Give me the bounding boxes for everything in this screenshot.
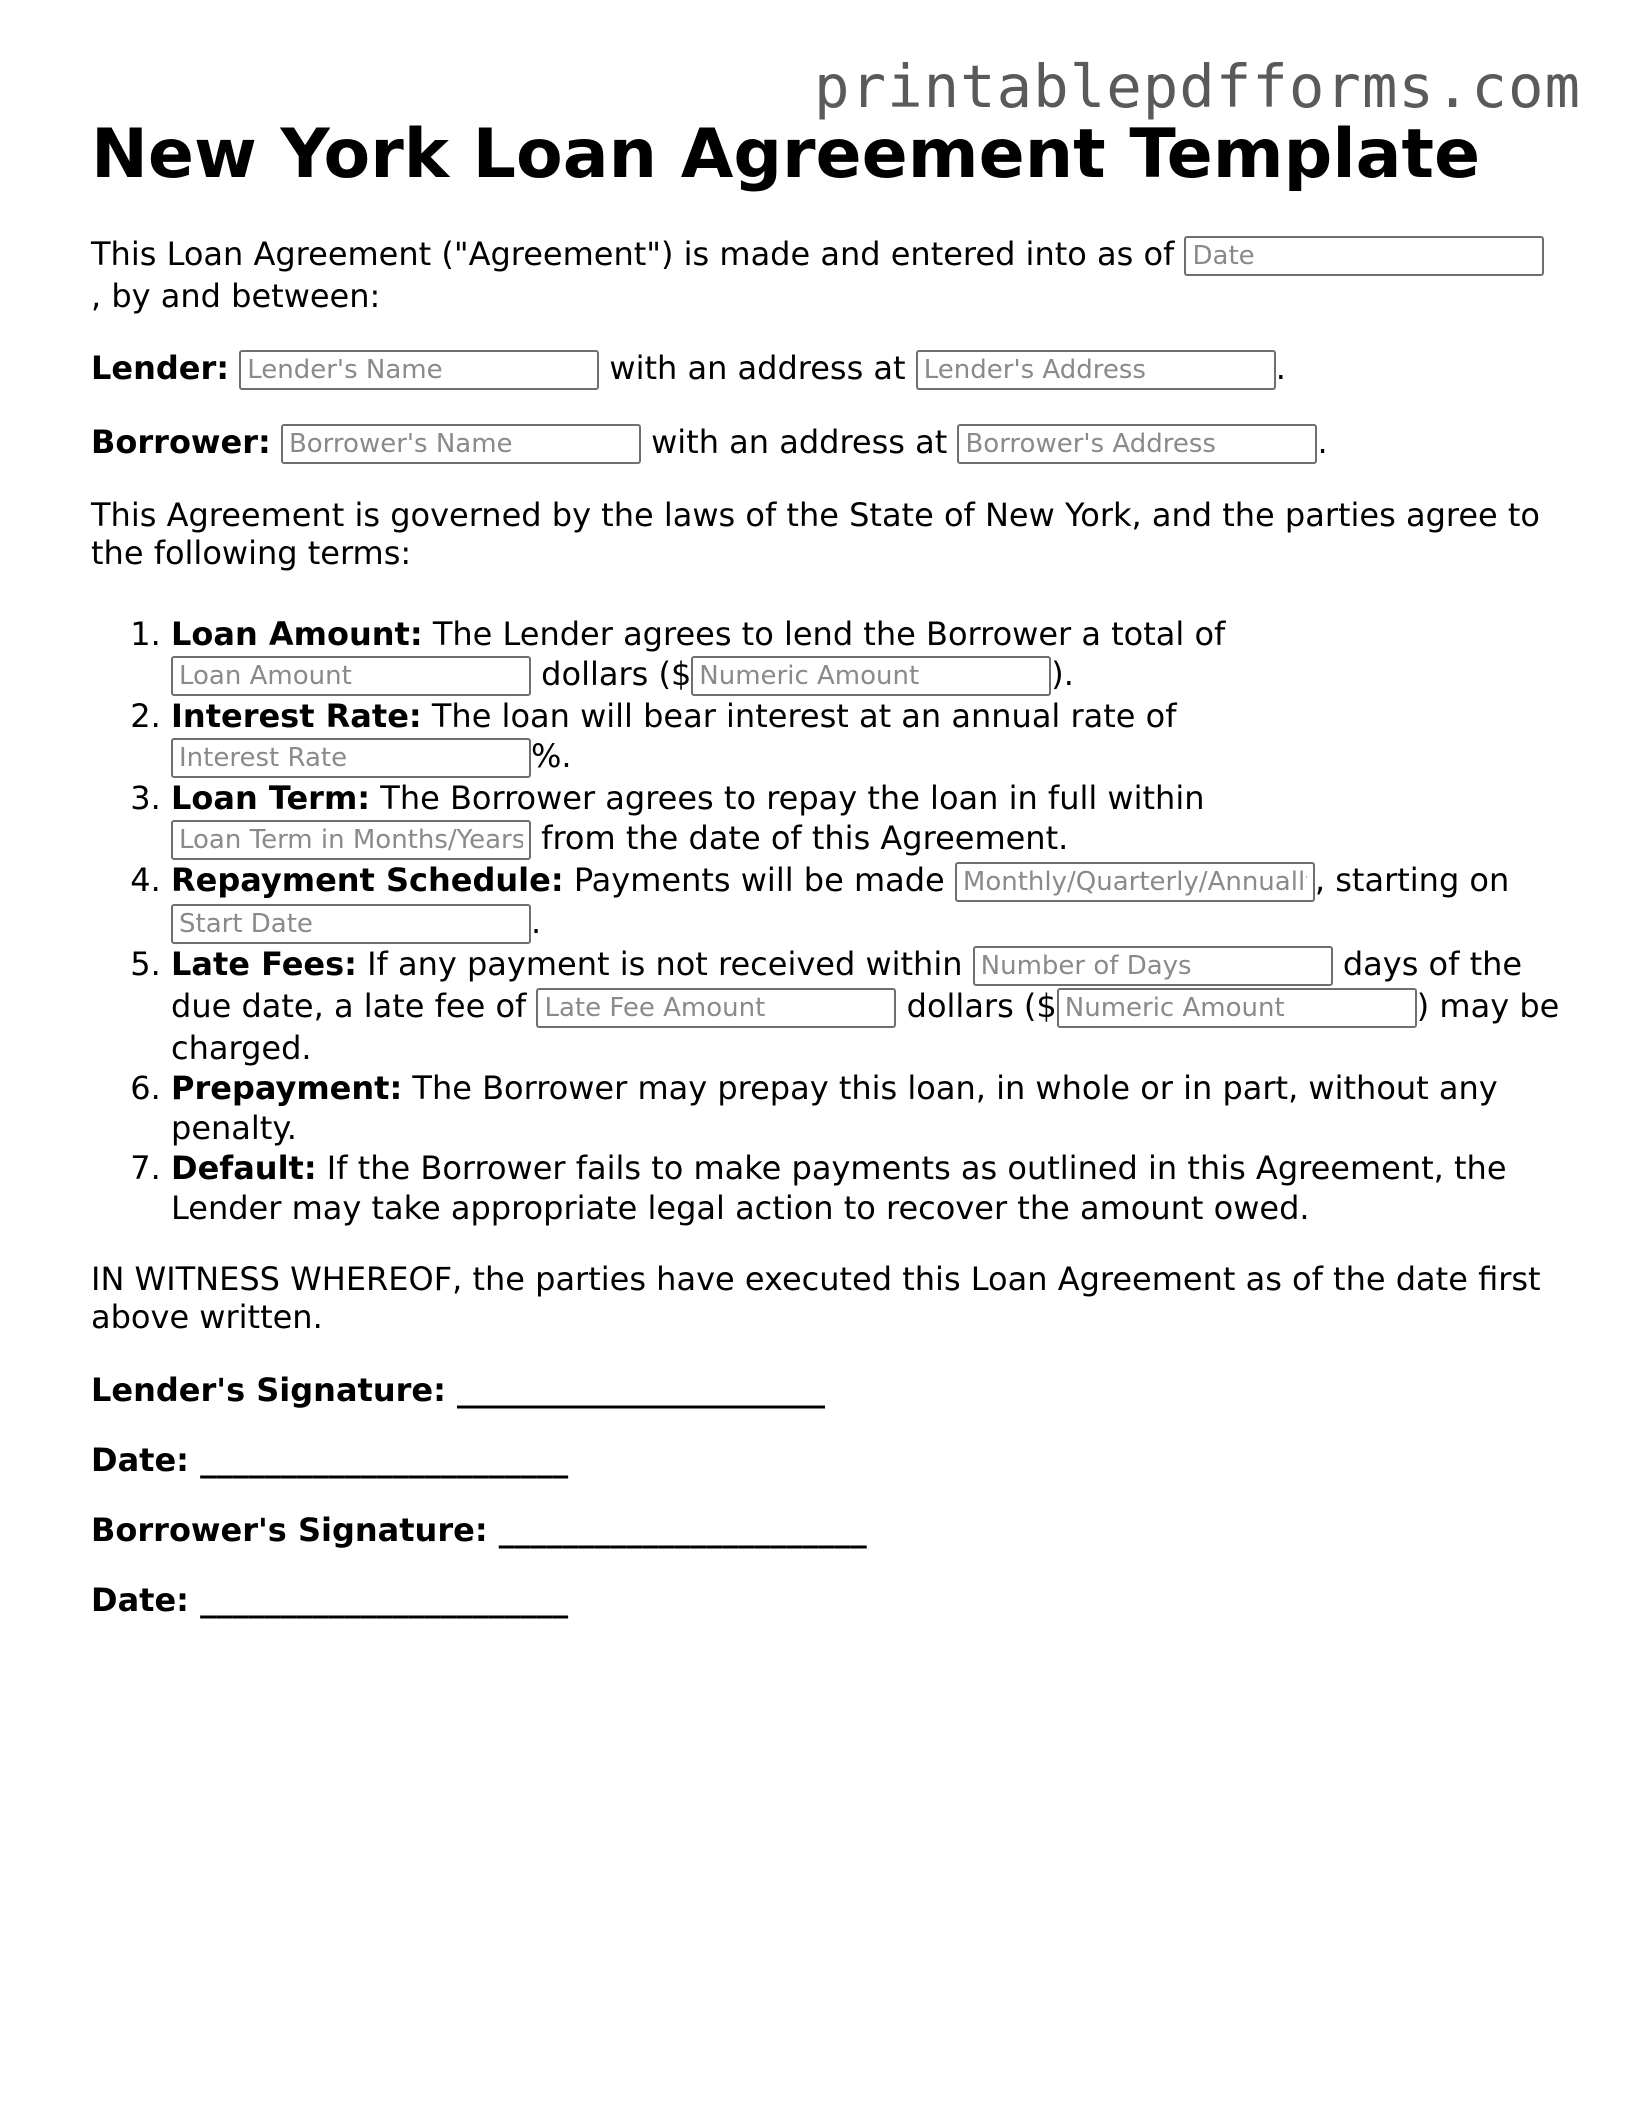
term-text: The Borrower may prepay this loan, in whole or in part, without any penalty. [171,1069,1498,1147]
borrower-date-line[interactable]: Date: _______________________ [91,1581,569,1619]
days-text: days of the due date, a late fee of [171,945,1523,1025]
loan-numeric-amount-field[interactable] [691,656,1051,696]
late-fee-numeric-field[interactable] [1057,988,1417,1028]
late-fee-amount-field[interactable] [536,988,896,1028]
borrower-name-field[interactable] [281,424,641,464]
terms-list [91,614,1561,1228]
term-label: Repayment Schedule: [171,861,564,899]
dollars-text: dollars ($ [906,987,1057,1025]
borrower-address-field[interactable] [957,424,1317,464]
term-label: Loan Amount: [171,615,423,653]
term-label: Loan Term: [171,779,371,817]
lender-address-field[interactable] [916,350,1276,390]
watermark: printablepdfforms.com [814,52,1581,121]
term-end: . [531,903,542,941]
lender-line [91,348,1561,390]
borrower-line [91,422,1561,464]
loan-amount-field[interactable] [171,656,531,696]
dollars-text: dollars ($ [541,655,692,693]
witness-paragraph: IN WITNESS WHEREOF, the parties have executed this Loan Agreement as of the date first above written. [91,1260,1541,1336]
loan-term-field[interactable] [171,820,531,860]
term-text: If any payment is not received within [367,945,963,983]
term-label: Late Fees: [171,945,357,983]
term-label: Interest Rate: [171,697,422,735]
repayment-frequency-field[interactable] [955,862,1315,902]
term-text: The Borrower agrees to repay the loan in full within [380,779,1205,817]
term-label: Default: [171,1149,317,1187]
lender-name-field[interactable] [239,350,599,390]
term-text: The loan will bear interest at an annual rate of [431,697,1177,735]
intro-tail: , by and between: [91,277,381,315]
term-label: Prepayment: [171,1069,403,1107]
term-end: from the date of this Agreement. [541,819,1069,857]
borrower-end: . [1317,423,1328,461]
borrower-signature-line[interactable]: Borrower's Signature: _______________________ [91,1511,867,1549]
start-date-field[interactable] [171,904,531,944]
term-prepayment [171,1068,1561,1148]
term-late-fees [171,944,1561,1068]
term-end: ). [1051,655,1074,693]
term-end: %. [531,737,572,775]
lender-address-text: with an address at [609,349,906,387]
term-repayment-schedule [171,860,1561,944]
term-interest-rate [171,696,1561,778]
lender-date-line[interactable]: Date: _______________________ [91,1441,569,1479]
intro-text: This Loan Agreement ("Agreement") is made and entered into as of [91,235,1175,273]
lender-signature-line[interactable]: Lender's Signature: _______________________ [91,1371,826,1409]
term-text: If the Borrower fails to make payments as outlined in this Agreement, the Lender may take appropriate legal action to recover the amount owed. [171,1149,1507,1227]
document-page [91,110,1561,1620]
interest-rate-field[interactable] [171,738,531,778]
term-loan-term [171,778,1561,860]
term-loan-amount [171,614,1561,696]
term-text: The Lender agrees to lend the Borrower a total of [432,615,1226,653]
borrower-address-text: with an address at [651,423,948,461]
page-title: New York Loan Agreement Template [91,115,1481,194]
intro-paragraph [91,234,1561,316]
term-end: ) may be charged. [171,987,1560,1067]
lender-end: . [1275,349,1286,387]
late-days-field[interactable] [973,946,1333,986]
governing-law-paragraph: This Agreement is governed by the laws of the State of New York, and the parties agree to the following terms: [91,496,1540,572]
term-text: Payments will be made [573,861,945,899]
borrower-label: Borrower: [91,423,271,461]
agreement-date-field[interactable] [1184,236,1544,276]
lender-label: Lender: [91,349,230,387]
starting-text: , starting on [1314,861,1510,899]
term-default [171,1148,1561,1228]
